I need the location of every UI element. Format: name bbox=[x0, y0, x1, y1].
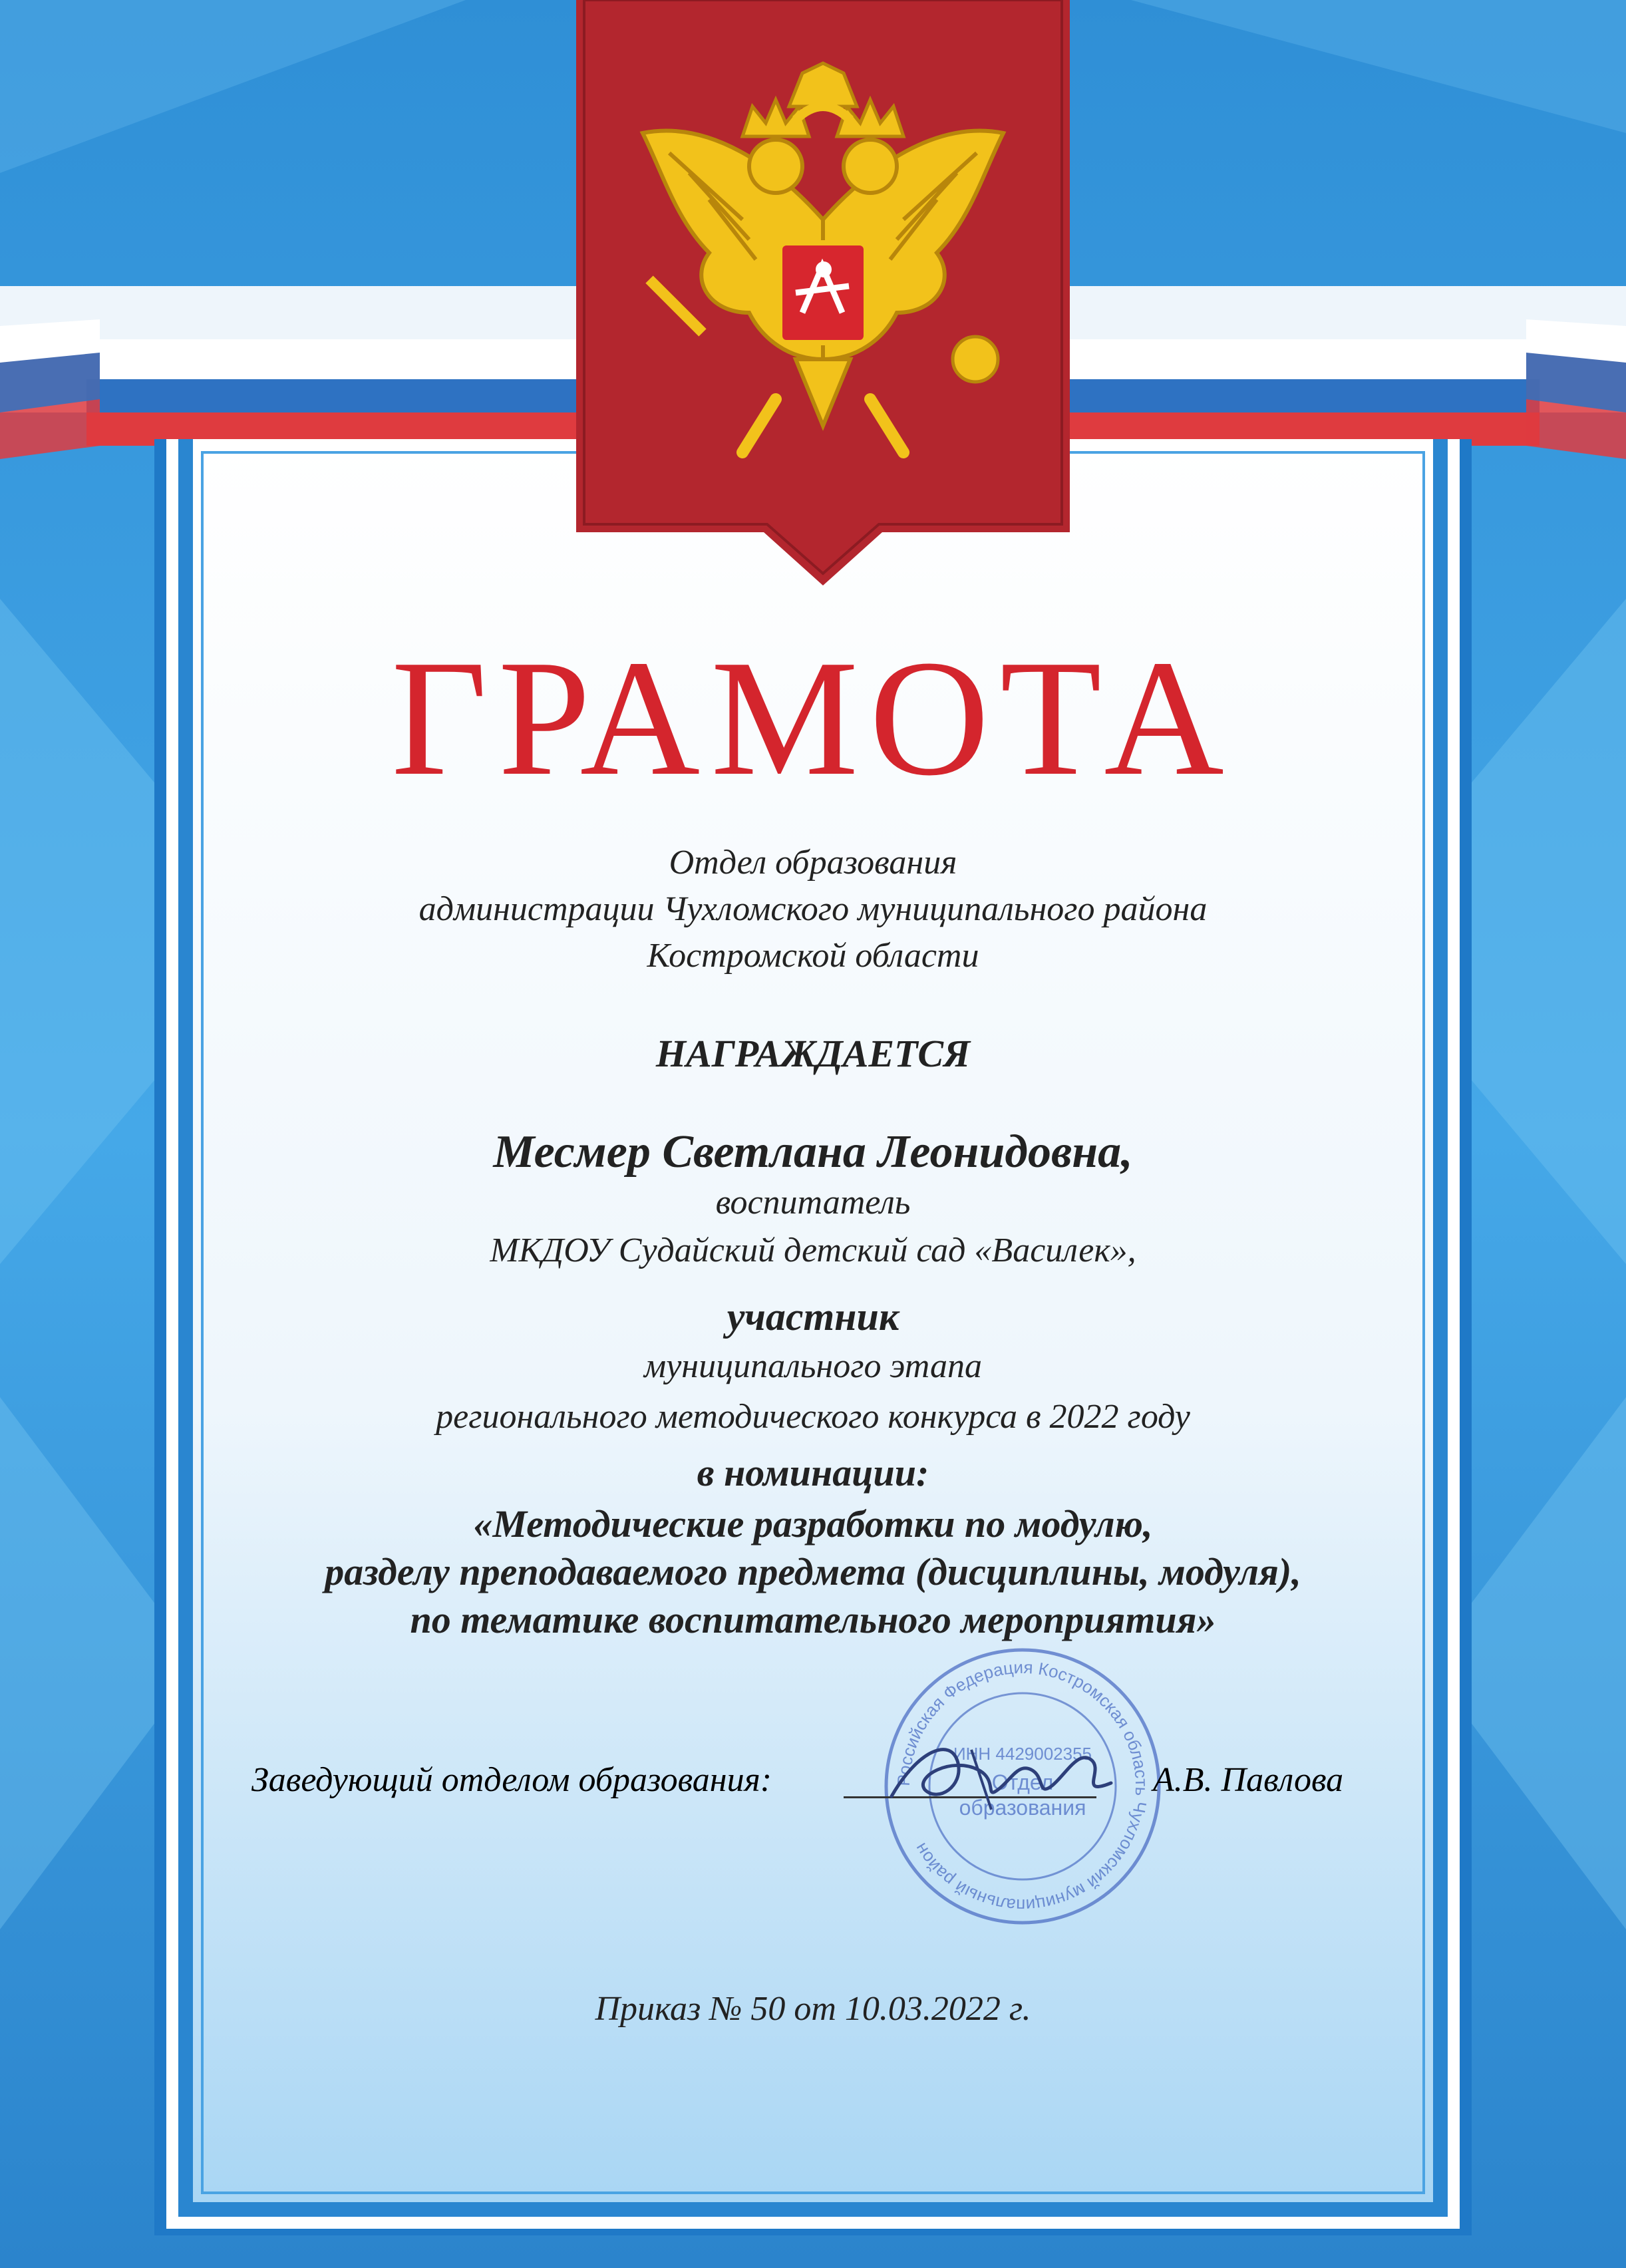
stamp-center-line-1: Отдел bbox=[991, 1770, 1054, 1794]
nomination-title bbox=[0, 1500, 1626, 1644]
nomination-line-3: по тематике воспитательного мероприятия» bbox=[410, 1598, 1216, 1641]
issuing-organization bbox=[0, 840, 1626, 979]
recipient-position: воспитатель bbox=[715, 1184, 911, 1221]
certificate-title: ГРАМОТА bbox=[391, 626, 1235, 810]
recipient-name: Месмер Светлана Леонидовна, bbox=[493, 1126, 1133, 1178]
signature-row bbox=[251, 1760, 1382, 1814]
handwritten-signature bbox=[878, 1723, 1124, 1823]
organization-line-2: администрации Чухломского муниципального района bbox=[418, 890, 1208, 928]
contest-name: регионального методического конкурса в 2022 году bbox=[436, 1398, 1190, 1436]
participant-status: участник bbox=[727, 1295, 899, 1339]
signature-label: Заведующий отделом образования: bbox=[251, 1761, 772, 1799]
stamp-ring-text: Российская Федерация Костромская область Чухломский муниципальный район bbox=[893, 1657, 1152, 1916]
nomination-line-1: «Методические разработки по модулю, bbox=[473, 1502, 1153, 1545]
stamp-center-line-2: образования bbox=[959, 1796, 1086, 1820]
organization-line-1: Отдел образования bbox=[669, 844, 957, 882]
contest-stage: муниципального этапа bbox=[644, 1347, 982, 1385]
award-heading: НАГРАЖДАЕТСЯ bbox=[655, 1032, 971, 1075]
coat-of-arms-icon bbox=[576, 0, 1070, 585]
stamp-inn: ИНН 4429002355 bbox=[953, 1744, 1092, 1764]
order-reference: Приказ № 50 от 10.03.2022 г. bbox=[595, 1990, 1031, 2028]
signatory-name: А.В. Павлова bbox=[1153, 1761, 1344, 1799]
nomination-label: в номинации: bbox=[697, 1451, 929, 1494]
nomination-line-2: разделу преподаваемого предмета (дисциплины, модуля), bbox=[325, 1550, 1301, 1593]
recipient-institution: МКДОУ Судайский детский сад «Василек», bbox=[490, 1231, 1136, 1269]
organization-line-3: Костромской области bbox=[647, 937, 979, 975]
